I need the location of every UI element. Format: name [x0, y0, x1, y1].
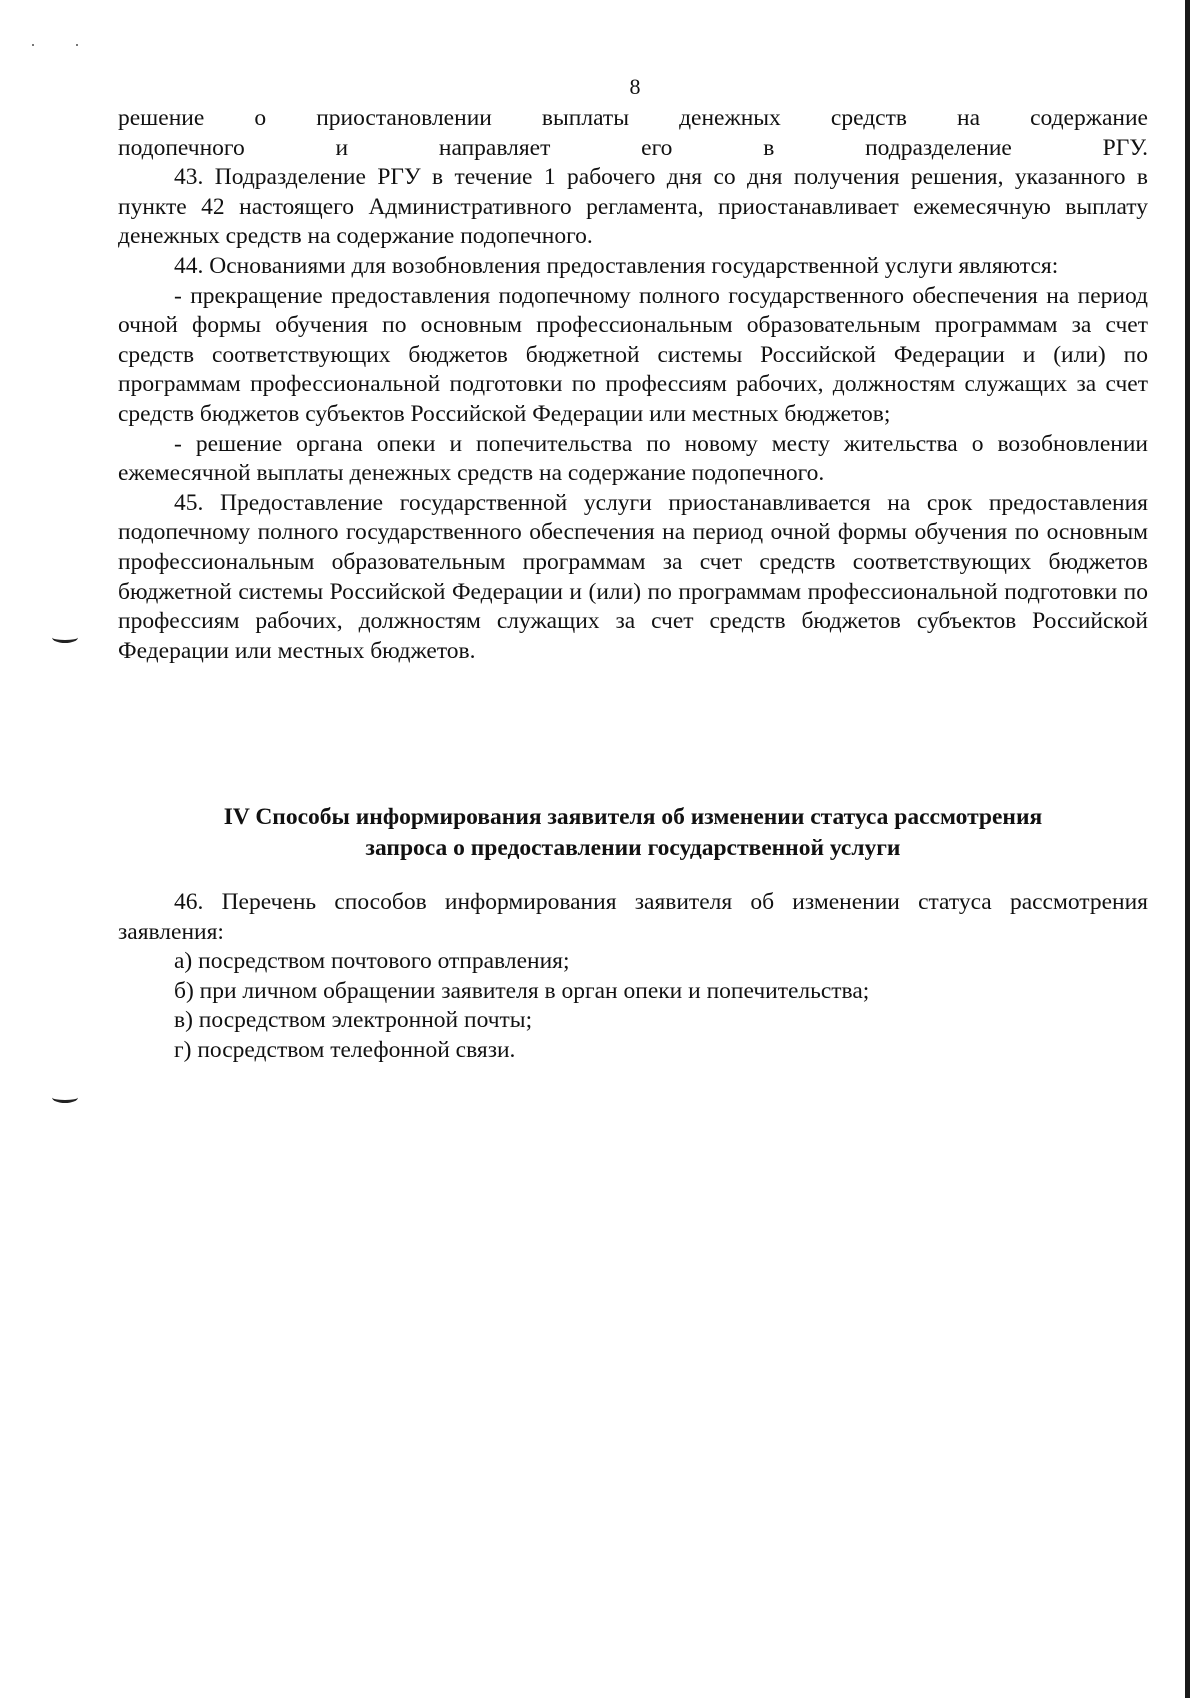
paragraph-44-item-2: - решение органа опеки и попечительства по новому месту жительства о возобновлении ежемесячной выплаты денежных средств на содержание подопечного.: [118, 430, 1148, 487]
scan-edge-border: [1185, 0, 1190, 1698]
paragraph-continuation: решение о приостановлении выплаты денежных средств на содержание подопечного и направляет его в подразделение РГУ.: [118, 105, 1148, 161]
body-text-top: [118, 104, 1148, 666]
list-item: б) при личном обращении заявителя в орган опеки и попечительства;: [174, 977, 870, 1004]
binder-hole-mark: [52, 1092, 78, 1103]
list-item: в) посредством электронной почты;: [174, 1007, 533, 1034]
body-text-bottom: [118, 888, 1148, 1066]
paragraph-44: 44. Основаниями для возобновления предоставления государственной услуги являются:: [174, 252, 1059, 279]
section-heading-line-1: IV Способы информирования заявителя об изменении статуса рассмотрения: [223, 804, 1043, 830]
section-heading-line-2: запроса о предоставлении государственной услуги: [365, 835, 901, 861]
scan-speck: [76, 44, 78, 46]
paragraph-44-item-1: - прекращение предоставления подопечному полного государственного обеспечения на период очной формы обучения по основным профессиональным образовательным программам за счет средств соответствующих бюджетов бюджетной системы Российской Федерации и (или) по программам профессиональной подготовки по профессиям рабочих, должностям служащих за счет средств бюджетов субъектов Российской Федерации или местных бюджетов;: [118, 282, 1148, 427]
paragraph-43: 43. Подразделение РГУ в течение 1 рабочего дня со дня получения решения, указанного в пункте 42 настоящего Административного регламента, приостанавливает ежемесячную выплату денежных средств на содержание подопечного.: [118, 164, 1148, 250]
section-heading: [118, 802, 1148, 864]
list-item: г) посредством телефонной связи.: [174, 1036, 516, 1063]
paragraph-46: 46. Перечень способов информирования заявителя об изменении статуса рассмотрения заявления:: [118, 889, 1148, 945]
page-number: 8: [629, 74, 641, 99]
scan-speck: [32, 44, 34, 46]
binder-hole-mark: [52, 632, 78, 643]
list-item: а) посредством почтового отправления;: [174, 948, 570, 975]
paragraph-45: 45. Предоставление государственной услуги приостанавливается на срок предоставления подопечному полного государственного обеспечения на период очной формы обучения по основным профессиональным образовательным программам за счет средств соответствующих бюджетов бюджетной системы Российской Федерации и (или) по программам профессиональной подготовки по профессиям рабочих, должностям служащих за счет средств бюджетов субъектов Российской Федерации или местных бюджетов.: [118, 489, 1148, 664]
